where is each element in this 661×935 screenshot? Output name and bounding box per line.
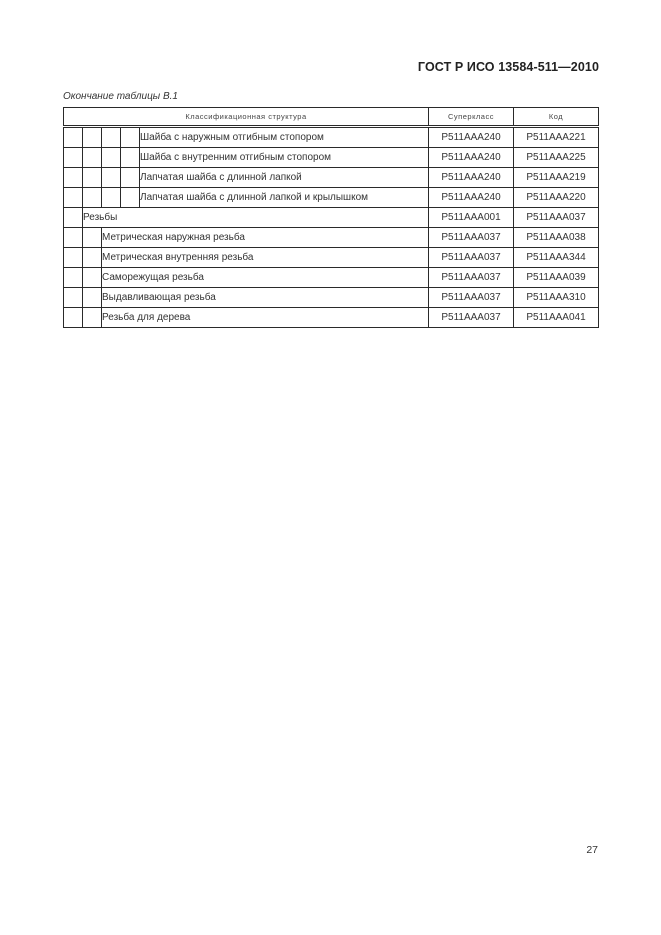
indent-cell <box>64 188 83 208</box>
indent-cell <box>83 168 102 188</box>
class-name-cell: Шайба с внутренним отгибным стопором <box>140 148 429 168</box>
code-cell: P511AAA039 <box>514 268 599 288</box>
indent-cell <box>121 188 140 208</box>
class-name-cell: Лапчатая шайба с длинной лапкой и крылышком <box>140 188 429 208</box>
indent-cell <box>64 148 83 168</box>
class-name-cell: Резьбы <box>83 208 429 228</box>
table-row <box>64 168 599 188</box>
indent-cell <box>83 308 102 328</box>
table-row <box>64 248 599 268</box>
indent-cell <box>64 288 83 308</box>
indent-cell <box>83 228 102 248</box>
code-cell: P511AAA038 <box>514 228 599 248</box>
indent-cell <box>83 268 102 288</box>
indent-cell <box>64 268 83 288</box>
table-row <box>64 288 599 308</box>
indent-cell <box>64 208 83 228</box>
code-cell: P511AAA221 <box>514 127 599 148</box>
column-header-superclass: Суперкласс <box>429 108 514 127</box>
code-cell: P511AAA219 <box>514 168 599 188</box>
code-cell: P511AAA220 <box>514 188 599 208</box>
superclass-cell: P511AAA240 <box>429 168 514 188</box>
column-header-structure: Классификационная структура <box>64 108 429 127</box>
code-cell: P511AAA037 <box>514 208 599 228</box>
code-cell: P511AAA041 <box>514 308 599 328</box>
indent-cell <box>83 288 102 308</box>
indent-cell <box>102 148 121 168</box>
code-cell: P511AAA310 <box>514 288 599 308</box>
indent-cell <box>64 228 83 248</box>
table-row <box>64 268 599 288</box>
document-code: ГОСТ Р ИСО 13584-511—2010 <box>417 60 599 74</box>
indent-cell <box>83 188 102 208</box>
table-row <box>64 308 599 328</box>
class-name-cell: Саморежущая резьба <box>102 268 429 288</box>
superclass-cell: P511AAA001 <box>429 208 514 228</box>
table-row <box>64 208 599 228</box>
superclass-cell: P511AAA240 <box>429 188 514 208</box>
superclass-cell: P511AAA037 <box>429 308 514 328</box>
classification-table <box>63 107 599 328</box>
superclass-cell: P511AAA240 <box>429 148 514 168</box>
class-name-cell: Выдавливающая резьба <box>102 288 429 308</box>
class-name-cell: Лапчатая шайба с длинной лапкой <box>140 168 429 188</box>
table-row <box>64 228 599 248</box>
superclass-cell: P511AAA037 <box>429 248 514 268</box>
code-cell: P511AAA225 <box>514 148 599 168</box>
indent-cell <box>64 127 83 148</box>
table-caption: Окончание таблицы В.1 <box>63 91 178 102</box>
indent-cell <box>64 168 83 188</box>
indent-cell <box>102 127 121 148</box>
class-name-cell: Шайба с наружным отгибным стопором <box>140 127 429 148</box>
superclass-cell: P511AAA037 <box>429 228 514 248</box>
indent-cell <box>121 168 140 188</box>
superclass-cell: P511AAA240 <box>429 127 514 148</box>
table-row <box>64 188 599 208</box>
indent-cell <box>121 127 140 148</box>
table-header-row <box>64 108 599 127</box>
superclass-cell: P511AAA037 <box>429 288 514 308</box>
superclass-cell: P511AAA037 <box>429 268 514 288</box>
code-cell: P511AAA344 <box>514 248 599 268</box>
table-row <box>64 148 599 168</box>
indent-cell <box>83 127 102 148</box>
indent-cell <box>102 168 121 188</box>
class-name-cell: Метрическая внутренняя резьба <box>102 248 429 268</box>
indent-cell <box>102 188 121 208</box>
indent-cell <box>121 148 140 168</box>
class-name-cell: Метрическая наружная резьба <box>102 228 429 248</box>
class-name-cell: Резьба для дерева <box>102 308 429 328</box>
indent-cell <box>64 248 83 268</box>
indent-cell <box>83 248 102 268</box>
page-number: 27 <box>586 844 598 856</box>
table-row <box>64 127 599 148</box>
column-header-code: Код <box>514 108 599 127</box>
indent-cell <box>83 148 102 168</box>
indent-cell <box>64 308 83 328</box>
